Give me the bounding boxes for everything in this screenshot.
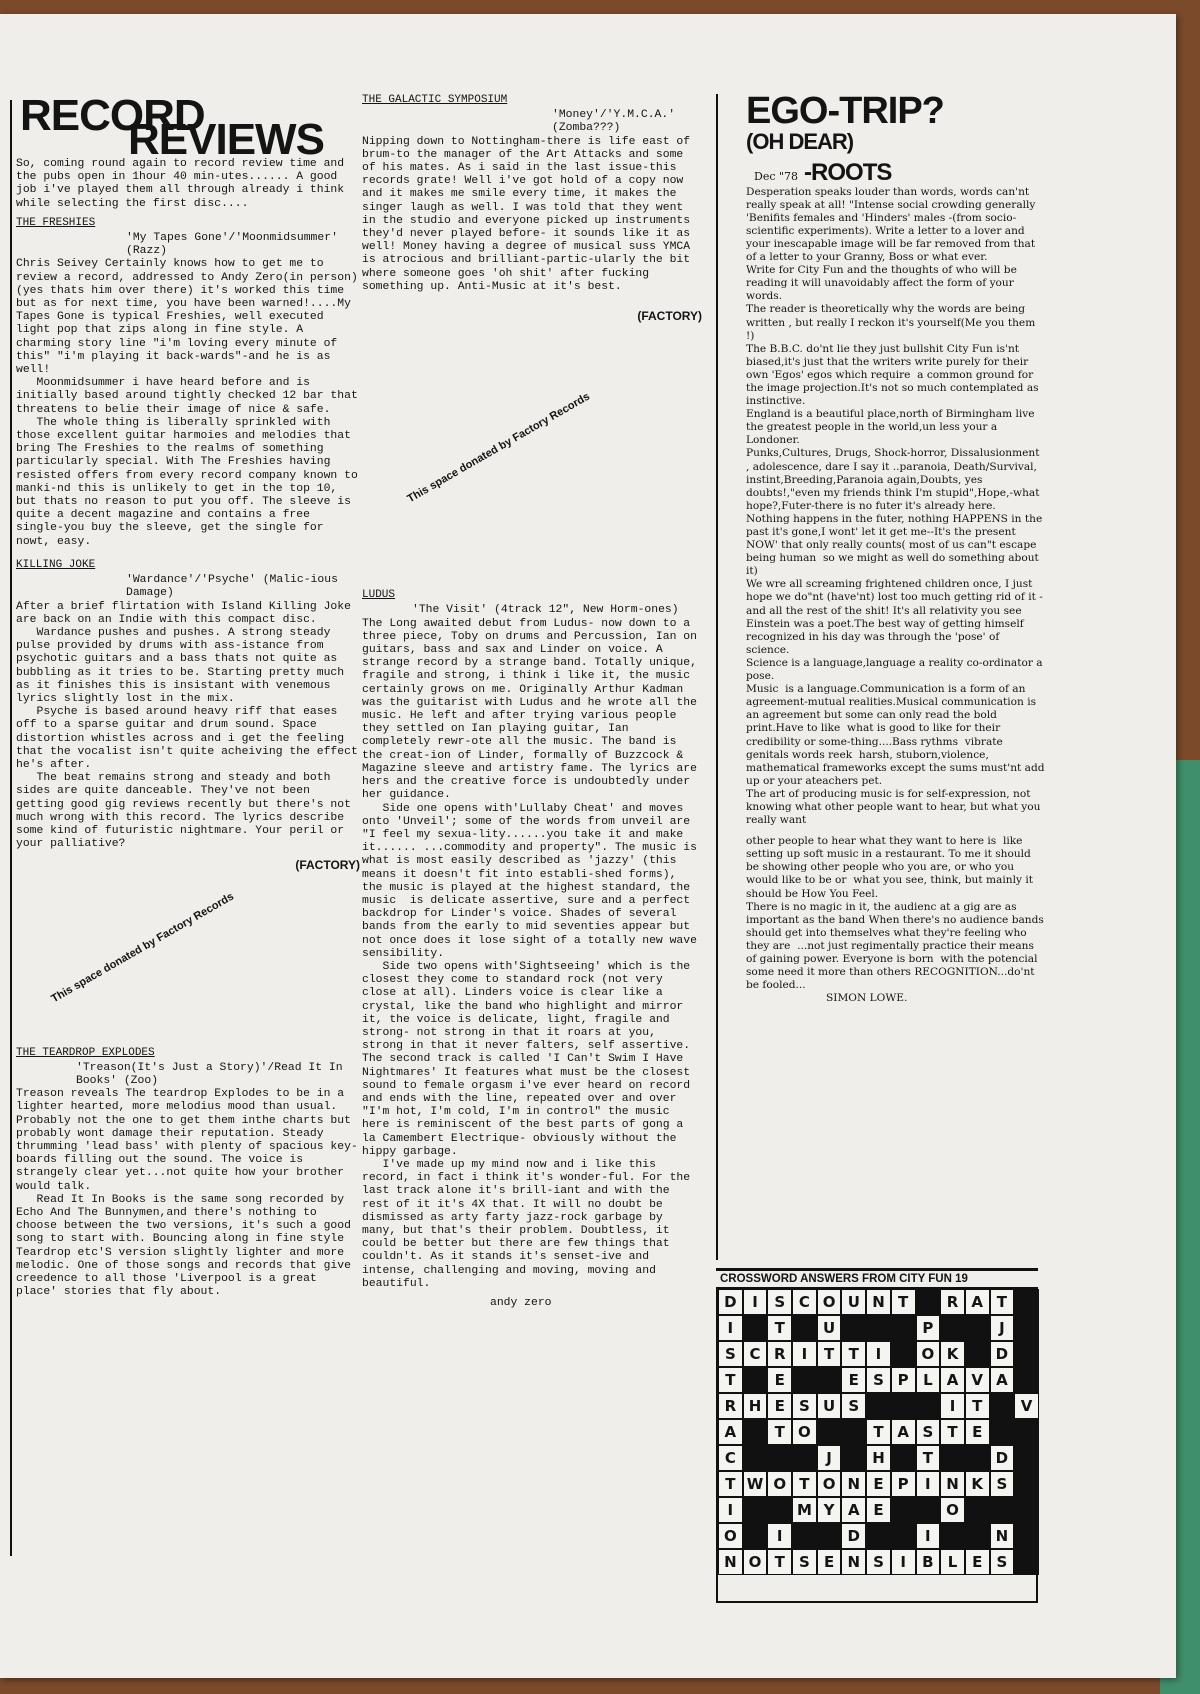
heading-ego-trip: EGO-TRIP? [746,90,944,132]
crossword-letter: E [767,1393,792,1419]
crossword-black-square [743,1315,768,1341]
crossword-letter: O [718,1523,743,1549]
galactic-release: 'Money'/'Y.M.C.A.' (Zomba???) [552,109,682,135]
crossword-letter: T [866,1419,891,1445]
crossword-black-square [965,1315,990,1341]
crossword-black-square [1014,1471,1039,1497]
crossword-letter: A [841,1497,866,1523]
crossword-letter: E [817,1549,842,1575]
crossword-letter: A [965,1289,990,1315]
crossword-black-square [817,1419,842,1445]
crossword-letter: M [792,1497,817,1523]
crossword-letter: O [743,1549,768,1575]
crossword-letter: H [743,1393,768,1419]
crossword-black-square [990,1419,1015,1445]
crossword-answers [716,1268,1038,1603]
crossword-letter: I [916,1523,941,1549]
crossword-letter: I [916,1471,941,1497]
crossword-letter: D [990,1341,1015,1367]
crossword-letter: O [817,1289,842,1315]
killing-joke-label: (FACTORY) [295,858,360,873]
crossword-letter: E [965,1549,990,1575]
crossword-black-square [743,1523,768,1549]
crossword-black-square [1014,1419,1039,1445]
crossword-letter: C [718,1445,743,1471]
crossword-letter: T [841,1341,866,1367]
roots-title: -ROOTS [804,158,892,186]
donated-block-2 [362,323,702,583]
crossword-letter: N [718,1549,743,1575]
crossword-black-square [965,1523,990,1549]
crossword-black-square [866,1523,891,1549]
donated-notice-2: This space donated by Factory Records [405,390,592,506]
crossword-letter: P [891,1471,916,1497]
crossword-letter: E [866,1471,891,1497]
crossword-black-square [891,1445,916,1471]
record-reviews-heading [16,91,360,164]
crossword-black-square [990,1393,1015,1419]
crossword-letter: S [841,1393,866,1419]
galactic-review: Nipping down to Nottingham-there is life east of brum-to the manager of the Art Attacks and some of his mates. As i said in the last issue-this records grate! Well i've got hold of a copy now and it makes me smile every time, it makes the singer laugh as well. I was told that they went in the studio and everyone picked up instruments they'd never played before- it sounds like it as well! Money having a degree of musical suss YMCA is atrocious and brilliant-partic-ularly the bit where someone goes 'oh shit' after fucking something up. Anti-Music at it's best. [362,135,697,293]
crossword-black-square [990,1497,1015,1523]
freshies-release: 'My Tapes Gone'/'Moonmidsummer' (Razz) [126,232,345,258]
crossword-grid [716,1287,1038,1603]
crossword-black-square [1014,1523,1039,1549]
crossword-letter: I [718,1315,743,1341]
crossword-letter: S [990,1549,1015,1575]
fanzine-page [0,14,1176,1678]
crossword-black-square [817,1523,842,1549]
section-teardrop-explodes: THE TEARDROP EXPLODES [16,1046,155,1059]
middle-column [362,94,702,1310]
crossword-letter: T [940,1419,965,1445]
crossword-letter: N [866,1289,891,1315]
crossword-black-square [767,1445,792,1471]
crossword-letter: H [866,1445,891,1471]
crossword-letter: D [990,1445,1015,1471]
crossword-letter: N [940,1471,965,1497]
crossword-black-square [940,1523,965,1549]
crossword-letter: S [866,1367,891,1393]
crossword-black-square [891,1315,916,1341]
crossword-title: CROSSWORD ANSWERS FROM CITY FUN 19 [716,1268,1038,1287]
byline: SIMON LOWE. [826,992,908,1005]
ludus-review: The Long awaited debut from Ludus- now down to a three piece, Toby on drums and Percussion, Ian on guitars, bass and sax and Linder on voice. A strange record by a strange band. Totally unique, fragile and strong, i think i like it, the music certainly grows on me. Originally Arthur Kadman was the guitarist with Ludus and he wrote all the music. He left and after trying various people they settled on Ian playing guitar, Ian completely rewr-ote all the music. The band is the creat-ion of Linder, formally of Buzzcock & Magazine sleeve and artistry fame. The lyrics are hers and the creative force is undoubtedly under her guidance. Side one opens with'Lullaby Cheat' and moves onto 'Unveil'; some of the words from unveil are "I feel my sexua-lity......you take it and make it...... ...commodity and property". The music is what is most easily described as 'jazzy' (this means it doesn't fit into establi-shed forms), the music is played at the highest standard, the music is delicate assertive, sure and a perfect backdrop for Linder's voice. Shades of several bands from the early to mid seventies appear but not once does it lose sight of a totally new wave sensibility. Side two opens with'Sightseeing' which is the closest they come to standard rock (not very close at all). Linders voice is clear like a crystal, like the band who highlight and mirror it, the voice is delicate, light, fragile and strong- not strong in that it roars at you, strong in that it never falters, self assertive. The second track is called 'I Can't Swim I Have Nightmares' It features what must be the closest sound to female orgasm i've ever heard on record and ends with the line, repeated over and over "I'm hot, I'm cold, I'm in control" the music here is reminiscent of the best parts of gong a la Camembert Electrique- obviously without the hippy garbage. I've made up my mind now and i like this record, in fact i think it's wonder-ful. For the last track alone it's brill-iant and with the rest of it it's 4X that. It will no doubt be dismissed as arty farty jazz-rock garbage by many, but that's their problem. Doubtless, it could be better but there are few things that couldn't. As it stands it's senset-ive and intense, challenging and moving, moving and beautiful. [362,617,697,1290]
crossword-letter: R [718,1393,743,1419]
crossword-black-square [841,1419,866,1445]
crossword-black-square [1014,1497,1039,1523]
crossword-letter: Y [817,1497,842,1523]
crossword-black-square [792,1367,817,1393]
crossword-letter: I [792,1341,817,1367]
crossword-letter: T [965,1393,990,1419]
section-the-freshies: THE FRESHIES [16,216,96,229]
roots-line [754,158,1046,186]
crossword-letter: U [817,1393,842,1419]
crossword-letter: I [891,1549,916,1575]
crossword-letter: O [792,1419,817,1445]
crossword-letter: V [1014,1393,1039,1419]
galactic-label: (FACTORY) [637,309,702,324]
crossword-black-square [1014,1549,1039,1575]
crossword-letter: J [990,1315,1015,1341]
crossword-black-square [965,1445,990,1471]
crossword-black-square [817,1367,842,1393]
crossword-letter: S [792,1549,817,1575]
crossword-black-square [743,1497,768,1523]
crossword-letter: L [916,1367,941,1393]
crossword-letter: N [990,1523,1015,1549]
crossword-black-square [891,1341,916,1367]
crossword-letter: U [817,1315,842,1341]
crossword-black-square [916,1497,941,1523]
crossword-letter: I [940,1393,965,1419]
ludus-release: 'The Visit' (4track 12", New Horm-ones) [412,604,679,617]
freshies-review: Chris Seivey Certainly knows how to get me to review a record, addressed to Andy Zero(in person)(yes thats him over there) it's worked this time but as for next time, you have been warned!....My Tapes Gone is typical Freshies, well executed light pop that zips along in fine style. A charming story line "i'm loving every minute of this" "i'm playing it back-wards"-and he is as well! Moonmidsummer i have heard before and is initially based around tightly checked 12 bar that threatens to belie their image of nice & safe. The whole thing is liberally sprinkled with those excellent guitar harmoies and melodies that bring The Freshies to the realms of something particularly special. With The Freshies having resisted offers from every record company known to manki-nd this is unlikely to get in the top 10, but thats no reason to put you off. The sleeve is quite a decent magazine and contains a free single-you buy the sleeve, get the single for nowt, easy. [16,258,358,548]
crossword-letter: O [767,1471,792,1497]
right-column-rule [716,94,718,1260]
crossword-black-square [743,1445,768,1471]
heading-reviews: REVIEWS [128,115,324,164]
crossword-letter: T [792,1471,817,1497]
ego-trip-column [746,90,1046,1005]
crossword-black-square [1014,1367,1039,1393]
crossword-letter: W [743,1471,768,1497]
crossword-black-square [866,1393,891,1419]
donated-notice-1: This space donated by Factory Records [49,890,236,1005]
crossword-letter: E [866,1497,891,1523]
ego-trip-body: Desperation speaks louder than words, words can'nt really speak at all! "Intense social crowding generally 'Benifits females and 'Hinders' males -(from socio-scientific experiments). Write a letter to a lover and your inescapable image will be far removed from that of a letter to your Granny, Boss or what ever. Write for City Fun and the thoughts of who will be reading it will unavoidably affect the form of your words. The reader is theoretically why the words are being written , but really I reckon it's yourself(Me you them !) The B.B.C. do'nt lie they just bullshit City Fun is'nt biased,it's just that the writers write purely for their own 'Egos' egos which require a common ground for the image projection.It's not so much contemplated as instinctive. England is a beautiful place,north of Birmingham live the greatest people in the world,un less your a Londoner. Punks,Cultures, Drugs, Shock-horror, Dissalusionment , adolescence, dare I say it ..paranoia, Death/Survival, instint,Breeding,Paranoia again,Doubts, yes doubts!,"even my friends think I'm stupid",Hope,-what hope?,Futer-there is no futer it's already here. Nothing happens in the futer, nothing HAPPENS in the past it's gone,I wont' let it get me--It's the present NOW' that only really counts( most of us can"t escape being human so we might as well do something about it) We wre all screaming frightened children once, I just hope we do"nt (have'nt) lost too much getting rid of it -and all the rest of the shit! It's all relativity you see Einstein was a poet.The best way of getting himself recognized in his day was through the 'pose' of science. Science is a language,language a reality co-ordinator a pose. Music is a language.Communication is a form of an agreement-mutual realities.Musical communication is an agreement but some can only read the bold print.Have to like what is good to like for their credibility or some-thing....Bass rythms vibrate genitals words reek harsh, stuborn,violence, mathematical frameworks except the sums must'nt add up or your ateachers pet. The art of producing music is for self-expression, not knowing what other people want to hear, but what you really want [746,185,1045,827]
crossword-letter: R [940,1289,965,1315]
crossword-letter: O [940,1497,965,1523]
crossword-black-square [916,1393,941,1419]
crossword-black-square [792,1315,817,1341]
section-galactic-symposium: THE GALACTIC SYMPOSIUM [362,94,508,106]
crossword-black-square [767,1497,792,1523]
section-killing-joke: KILLING JOKE [16,558,96,571]
crossword-letter: T [718,1367,743,1393]
crossword-letter: D [718,1289,743,1315]
crossword-letter: K [965,1471,990,1497]
crossword-black-square [891,1393,916,1419]
crossword-letter: S [792,1393,817,1419]
crossword-black-square [1014,1341,1039,1367]
teardrop-review: Treason reveals The teardrop Explodes to be in a lighter hearted, more melodius mood than usual. Probably not the one to get them inthe charts but probably wont damage their reputation. Steady thrumming 'lead bass' with plenty of spacious key-boards filling out the sound. The voice is strangely clear yet...not quite how your brother would talk. Read It In Books is the same song recorded by Echo And The Bunnymen,and there's nothing to choose between the two versions, it's such a good song to start with. Bouncing along in fine style Teardrop etc'S version slightly lighter and more melodic. One of those songs and records that give creedence to all those 'Liverpool is a great place' stories that fly about. [16,1088,358,1299]
crossword-black-square [841,1445,866,1471]
crossword-letter: R [767,1341,792,1367]
heading-oh-dear: (OH DEAR) [746,129,854,155]
crossword-letter: I [743,1289,768,1315]
crossword-letter: A [718,1419,743,1445]
crossword-black-square [916,1289,941,1315]
record-reviews-column [16,91,360,1299]
crossword-letter: O [817,1471,842,1497]
crossword-letter: T [990,1289,1015,1315]
crossword-black-square [792,1445,817,1471]
crossword-letter: S [866,1549,891,1575]
crossword-letter: I [767,1523,792,1549]
crossword-black-square [866,1315,891,1341]
crossword-letter: P [916,1315,941,1341]
reviews-intro: So, coming round again to record review time and the pubs open in 1hour 40 min-utes...... A good job i've played them all through already i think while selecting the first disc.... [16,158,351,210]
crossword-letter: L [940,1549,965,1575]
crossword-letter: A [891,1419,916,1445]
crossword-letter: T [767,1419,792,1445]
crossword-black-square [940,1315,965,1341]
crossword-letter: I [866,1341,891,1367]
killing-joke-review: After a brief flirtation with Island Killing Joke are back on an Indie with this compact disc. Wardance pushes and pushes. A strong steady pulse provided by drums with ass-istance from psychotic guitars and a bass thats not quite as bubbling as it tries to be. Starting pretty much as it finishes this is insistant with venemous lyrics slightly lost in the mix. Psyche is based around heavy riff that eases off to a sparse guitar and drum sound. Space distortion whistles across and i get the feeling that the vocalist isn't quite acheiving the effect he's after. The beat remains strong and steady and both sides are quite danceable. They've not been getting good gig reviews recently but there's not much wrong with this record. The lyrics describe some kind of futuristic nightmare. Your peril or your palliative? [16,600,358,851]
crossword-letter: K [940,1341,965,1367]
crossword-black-square [841,1315,866,1341]
crossword-letter: I [718,1497,743,1523]
crossword-letter: S [990,1471,1015,1497]
crossword-letter: T [916,1445,941,1471]
ludus-signoff: andy zero [490,1297,552,1310]
crossword-letter: A [990,1367,1015,1393]
crossword-letter: C [792,1289,817,1315]
crossword-letter: C [743,1341,768,1367]
crossword-letter: O [916,1341,941,1367]
crossword-black-square [792,1523,817,1549]
crossword-black-square [743,1419,768,1445]
crossword-black-square [940,1445,965,1471]
crossword-letter: T [891,1289,916,1315]
crossword-letter: E [767,1367,792,1393]
crossword-letter: B [916,1549,941,1575]
crossword-black-square [891,1497,916,1523]
crossword-letter: S [916,1419,941,1445]
crossword-black-square [1014,1315,1039,1341]
crossword-letter: V [965,1367,990,1393]
donated-block-1 [16,873,360,1033]
crossword-letter: T [767,1315,792,1341]
dateline: Dec "78 [754,170,799,184]
crossword-letter: E [841,1367,866,1393]
crossword-letter: T [718,1471,743,1497]
crossword-black-square [1014,1289,1039,1315]
crossword-letter: S [718,1341,743,1367]
heading-record: RECORD [20,91,205,140]
crossword-black-square [1014,1445,1039,1471]
ego-trip-body-continued: other people to hear what they want to here is like setting up soft music in a restaurant. To me it should be showing other people who you are, or who you would like to be or what you see, think, but mainly it should be How You Feel. There is no magic in it, the audienc at a gig are as important as the band When there's no audience bands should get into themselves what they're feeling who they are ...not just regimentally practice their means of gaining power. Everyone is born with the potencial some need it more than others RECOGNITION...do'nt be fooled... [746,835,1044,992]
crossword-letter: P [891,1367,916,1393]
crossword-black-square [891,1523,916,1549]
crossword-letter: N [841,1549,866,1575]
crossword-letter: T [767,1549,792,1575]
crossword-black-square [965,1341,990,1367]
crossword-letter: S [767,1289,792,1315]
crossword-letter: J [817,1445,842,1471]
crossword-black-square [743,1367,768,1393]
crossword-letter: U [841,1289,866,1315]
teardrop-release: 'Treason(It's Just a Story)'/Read It In Books' (Zoo) [76,1061,350,1087]
crossword-letter: N [841,1471,866,1497]
crossword-letter: A [940,1367,965,1393]
killing-joke-release: 'Wardance'/'Psyche' (Malic-ious Damage) [126,574,345,600]
crossword-letter: T [817,1341,842,1367]
crossword-letter: E [965,1419,990,1445]
section-ludus: LUDUS [362,589,396,602]
crossword-letter: D [841,1523,866,1549]
left-margin-rule [10,100,12,1556]
crossword-black-square [965,1497,990,1523]
